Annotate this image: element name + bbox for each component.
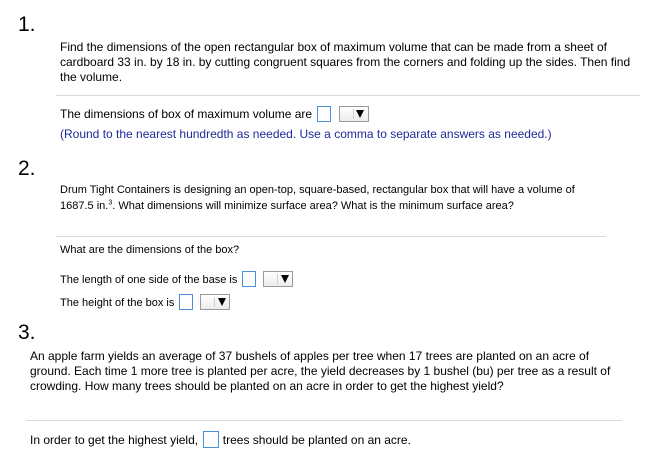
question-3-answer-suffix: trees should be planted on an acre. xyxy=(222,433,411,447)
question-1-answer-label: The dimensions of box of maximum volume are xyxy=(60,107,313,121)
question-3-divider xyxy=(26,420,622,421)
question-2-height-input[interactable] xyxy=(179,294,193,310)
question-1-divider xyxy=(56,95,640,96)
question-3-number: 3. xyxy=(18,321,36,344)
chevron-down-icon xyxy=(353,109,365,119)
chevron-down-icon xyxy=(214,297,226,307)
question-2-base-input[interactable] xyxy=(242,271,256,287)
question-2-text xyxy=(60,182,590,214)
question-2-base-unit-dropdown[interactable] xyxy=(263,271,293,287)
question-2-base-label: The length of one side of the base is xyxy=(60,274,238,286)
chevron-down-icon xyxy=(277,274,289,284)
question-3-text: An apple farm yields an average of 37 bushels of apples per tree when 17 trees are planted on an acre of ground. Each time 1 more tree is planted per acre, the yield decreases by 1 bushel (bu) per tree as a result of crowding. How many trees should be planted on an acre in order to get the highest yield? xyxy=(30,349,611,393)
question-2-divider xyxy=(56,236,606,237)
question-2-text-rest: . What dimensions will minimize surface area? What is the minimum surface area? xyxy=(112,200,514,212)
question-1-hint: (Round to the nearest hundredth as needed. Use a comma to separate answers as needed.) xyxy=(60,127,552,141)
question-2-superscript: 3 xyxy=(108,199,113,207)
question-2-height-unit-dropdown[interactable] xyxy=(200,294,230,310)
question-1-answer-input[interactable] xyxy=(317,106,331,122)
question-1-answer-row xyxy=(60,105,369,123)
question-2-number: 2. xyxy=(18,157,36,180)
question-1-number: 1. xyxy=(18,13,36,36)
question-2-subquestion: What are the dimensions of the box? xyxy=(60,244,240,256)
question-1-text: Find the dimensions of the open rectangular box of maximum volume that can be made from a sheet of cardboard 33 in. by 18 in. by cutting congruent squares from the corners and folding up the sides. Then find the volume. xyxy=(60,40,631,84)
question-2-text-main: Drum Tight Containers is designing an open-top, square-based, rectangular box that will have a volume of 1687.5 in. xyxy=(60,184,575,212)
question-2-base-row xyxy=(60,271,293,289)
question-3-answer-input[interactable] xyxy=(203,431,219,448)
question-3-answer-prefix: In order to get the highest yield, xyxy=(30,433,199,447)
question-2-height-row xyxy=(60,294,230,312)
question-2-height-label: The height of the box is xyxy=(60,297,175,309)
question-1-unit-dropdown[interactable] xyxy=(339,106,369,122)
question-3-answer-row xyxy=(30,431,411,449)
